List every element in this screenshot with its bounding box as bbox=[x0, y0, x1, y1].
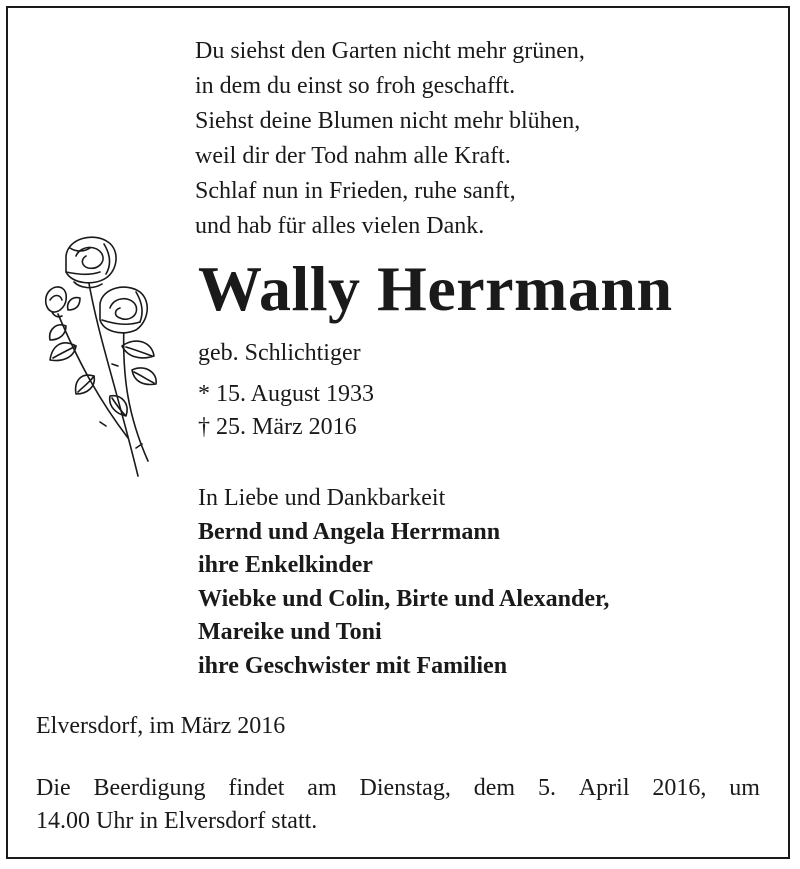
death-date: † 25. März 2016 bbox=[198, 414, 357, 440]
mourners-block bbox=[198, 482, 609, 683]
place-and-date: Elversdorf, im März 2016 bbox=[36, 713, 286, 739]
maiden-name: geb. Schlichtiger bbox=[198, 340, 361, 366]
rose-illustration bbox=[36, 226, 166, 486]
deceased-name: Wally Herrmann bbox=[198, 253, 673, 324]
funeral-word: Die bbox=[36, 775, 71, 801]
funeral-line-1 bbox=[36, 772, 760, 805]
mourner-line: ihre Geschwister mit Familien bbox=[198, 652, 508, 679]
funeral-word: findet bbox=[228, 775, 285, 801]
funeral-word: April bbox=[578, 775, 630, 801]
poem-line: Schlaf nun in Frieden, ruhe sanft, bbox=[195, 178, 516, 204]
poem-line: Siehst deine Blumen nicht mehr blühen, bbox=[195, 108, 581, 134]
mourner-line: Mareike und Toni bbox=[198, 619, 382, 645]
obituary-notice bbox=[6, 6, 790, 859]
funeral-word: 2016, bbox=[652, 775, 707, 801]
mourner-line: Bernd und Angela Herrmann bbox=[198, 518, 501, 545]
funeral-line-2: 14.00 Uhr in Elversdorf statt. bbox=[36, 808, 318, 834]
mourners-intro: In Liebe und Dankbarkeit bbox=[198, 485, 446, 511]
funeral-word: Dienstag, bbox=[359, 775, 451, 801]
birth-date: * 15. August 1933 bbox=[198, 381, 375, 407]
funeral-word: Beerdigung bbox=[93, 775, 206, 801]
mourner-line: ihre Enkelkinder bbox=[198, 552, 373, 578]
funeral-word: am bbox=[307, 775, 337, 801]
poem-line: weil dir der Tod nahm alle Kraft. bbox=[195, 143, 511, 169]
funeral-word: 5. bbox=[537, 775, 556, 801]
poem-line: in dem du einst so froh geschafft. bbox=[195, 73, 516, 99]
poem-line: und hab für alles vielen Dank. bbox=[195, 213, 485, 239]
funeral-word: dem bbox=[473, 775, 516, 801]
poem-line: Du siehst den Garten nicht mehr grünen, bbox=[195, 38, 585, 64]
life-dates bbox=[198, 378, 374, 444]
funeral-notice bbox=[36, 772, 760, 838]
funeral-word: um bbox=[729, 775, 760, 801]
memorial-poem bbox=[195, 34, 585, 244]
mourner-line: Wiebke und Colin, Birte und Alexander, bbox=[198, 585, 610, 612]
